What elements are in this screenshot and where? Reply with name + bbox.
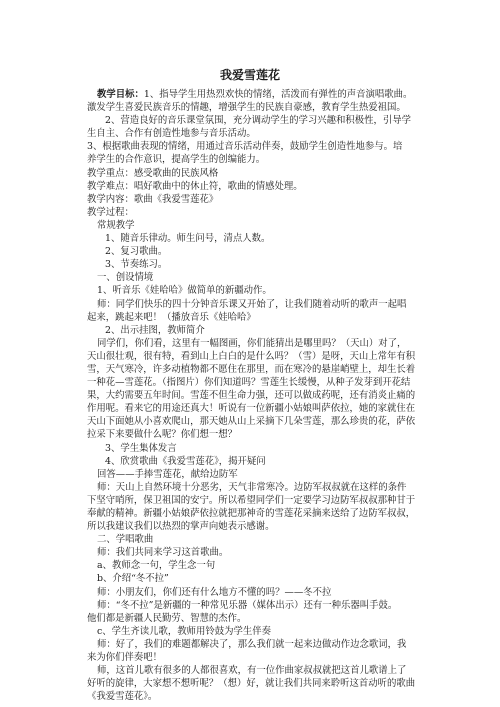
text-line: 师，这首儿歌有很多的人都很喜欢，有一位作曲家叔叔就把这首儿歌谱上了 — [97, 665, 407, 677]
text-line: 同学们，你们看，这里有一幅图画，你们能猜出是哪里吗？（天山）对了， — [97, 337, 407, 349]
text-line: 师：小朋友们，你们还有什么地方不懂的吗？——冬不拉 — [97, 586, 332, 598]
text-line: 1、随音乐律动。师生问号，清点人数。 — [105, 233, 271, 245]
text-line — [87, 88, 432, 101]
text-line: c、学生齐读儿歌，教师用铃鼓为学生伴奏 — [97, 625, 272, 637]
text-line: 所以我建议我们以热烈的掌声向她表示感谢。 — [87, 521, 275, 533]
text-line: b、介绍“冬不拉” — [97, 573, 169, 585]
text-line: 教学内容：歌曲《我爱雪莲花》 — [87, 193, 219, 205]
text-line: 1、听音乐《娃哈哈》做简单的新疆动作。 — [97, 285, 272, 297]
text-line: 2、复习歌曲。 — [105, 246, 168, 258]
text-line: 拉采下来要做什么呢？你们想一想？ — [87, 429, 238, 441]
text-line: 教学过程： — [87, 206, 134, 218]
text-line: 师：天山上自然环境十分恶劣，天气非常寒冷。边防军叔叔就在这样的条件 — [97, 481, 407, 493]
text-line: 奉献的精神。新疆小姑娘萨依拉就把那神奇的雪莲花采摘来送给了边防军叔叔， — [87, 508, 416, 519]
text-line: 雪，天气寒冷，许多动植物都不愿住在那里，而在寒冷的悬崖峭壁上，却生长着 — [87, 363, 416, 375]
text-line: 一种花—雪莲花。（指图片）你们知道吗？雪莲生长缓慢，从种子发芽到开花结 — [87, 377, 411, 389]
text-line: 好听的旋律，大家想不想听呢？（想）好，就让我们共同来聆听这首动听的歌曲 — [87, 678, 416, 690]
text-line: 教学难点：唱好歌曲中的休止符，歌曲的情感处理。 — [87, 180, 303, 192]
text-line: 作用呢。看来它的用途还真大！听说有一位新疆小姑娘叫萨依拉，她的家就住在 — [87, 403, 416, 415]
text-line: 天山下面她从小喜欢爬山，那天她从山上采摘下几朵雪莲，那么珍贵的花，萨依 — [87, 416, 416, 428]
text-line: 师：好了，我们的难题都解决了，那么我们就一起来边做动作边念歌词，我 — [97, 638, 407, 650]
text-line: 3、学生集体发言 — [105, 442, 177, 454]
document-body — [87, 88, 432, 703]
text-line: 师：我们共同来学习这首歌曲。 — [97, 547, 229, 559]
text-line: 4、欣赏歌曲《我爱雪莲花》，揭开疑问 — [105, 455, 266, 467]
text-line: a、教师念一句，学生念一句 — [97, 560, 216, 572]
text-line: 师：同学们快乐的四十分钟音乐课又开始了，让我们随着动听的歌声一起唱 — [97, 298, 407, 310]
text-line: 《我爱雪莲花》。 — [87, 691, 158, 703]
text-line: 师：“冬不拉”是新疆的一种常见乐器（媒体出示）还有一种乐器叫手鼓。 — [97, 599, 398, 611]
text-line: 回答——手捧雪莲花，献给边防军 — [97, 468, 238, 480]
text-line: 养学生的合作意识，提高学生的创编能力。 — [87, 154, 266, 166]
document-title: 我爱雪莲花 — [219, 68, 280, 82]
text-line: 下坚守哨所，保卫祖国的安宁。所以希望同学们一定要学习边防军叔叔那种甘于 — [87, 494, 416, 506]
text-line: 3、节奏练习。 — [105, 259, 168, 271]
text-line: 果，大约需要五年时间。雪莲不但生命力强，还可以做成药呢，还有消炎止痛的 — [87, 390, 416, 402]
text-line: 二、学唱歌曲 — [97, 534, 154, 546]
text-line: 起来，跳起来吧！（播放音乐《娃哈哈》 — [87, 311, 256, 323]
text-line: 一、创设情境 — [97, 272, 154, 284]
text-line: 常规教学 — [97, 219, 135, 231]
text-line: 天山很壮观，很有特，看到山上白白的是什么吗？（雪）是呀，天山上常年有积 — [87, 350, 416, 362]
bold-label: 教学目标： — [97, 89, 144, 100]
text-line: 生自主、合作有创造性地参与音乐活动。 — [87, 128, 256, 140]
text-line: 激发学生喜爱民族音乐的情趣，增强学生的民族自豪感，教育学生热爱祖国。 — [87, 102, 406, 114]
text-line: 3、根据歌曲表现的情绪，用通过音乐活动伴奏，鼓励学生创造性地参与。培 — [87, 141, 403, 153]
text-line: 来为你们伴奏吧！ — [87, 652, 163, 664]
line-text: 1、指导学生用热烈欢快的情绪，活泼而有弹性的声音演唱歌曲。 — [143, 89, 413, 100]
text-line: 他们都是新疆人民勤劳、智慧的杰作。 — [87, 612, 247, 624]
text-line: 2、营造良好的音乐课堂氛围，充分调动学生的学习兴趣和积极性，引导学 — [105, 115, 411, 127]
text-line: 教学重点：感受歌曲的民族风格 — [87, 167, 219, 179]
text-line: 2、出示挂图，教师简介 — [105, 324, 205, 336]
